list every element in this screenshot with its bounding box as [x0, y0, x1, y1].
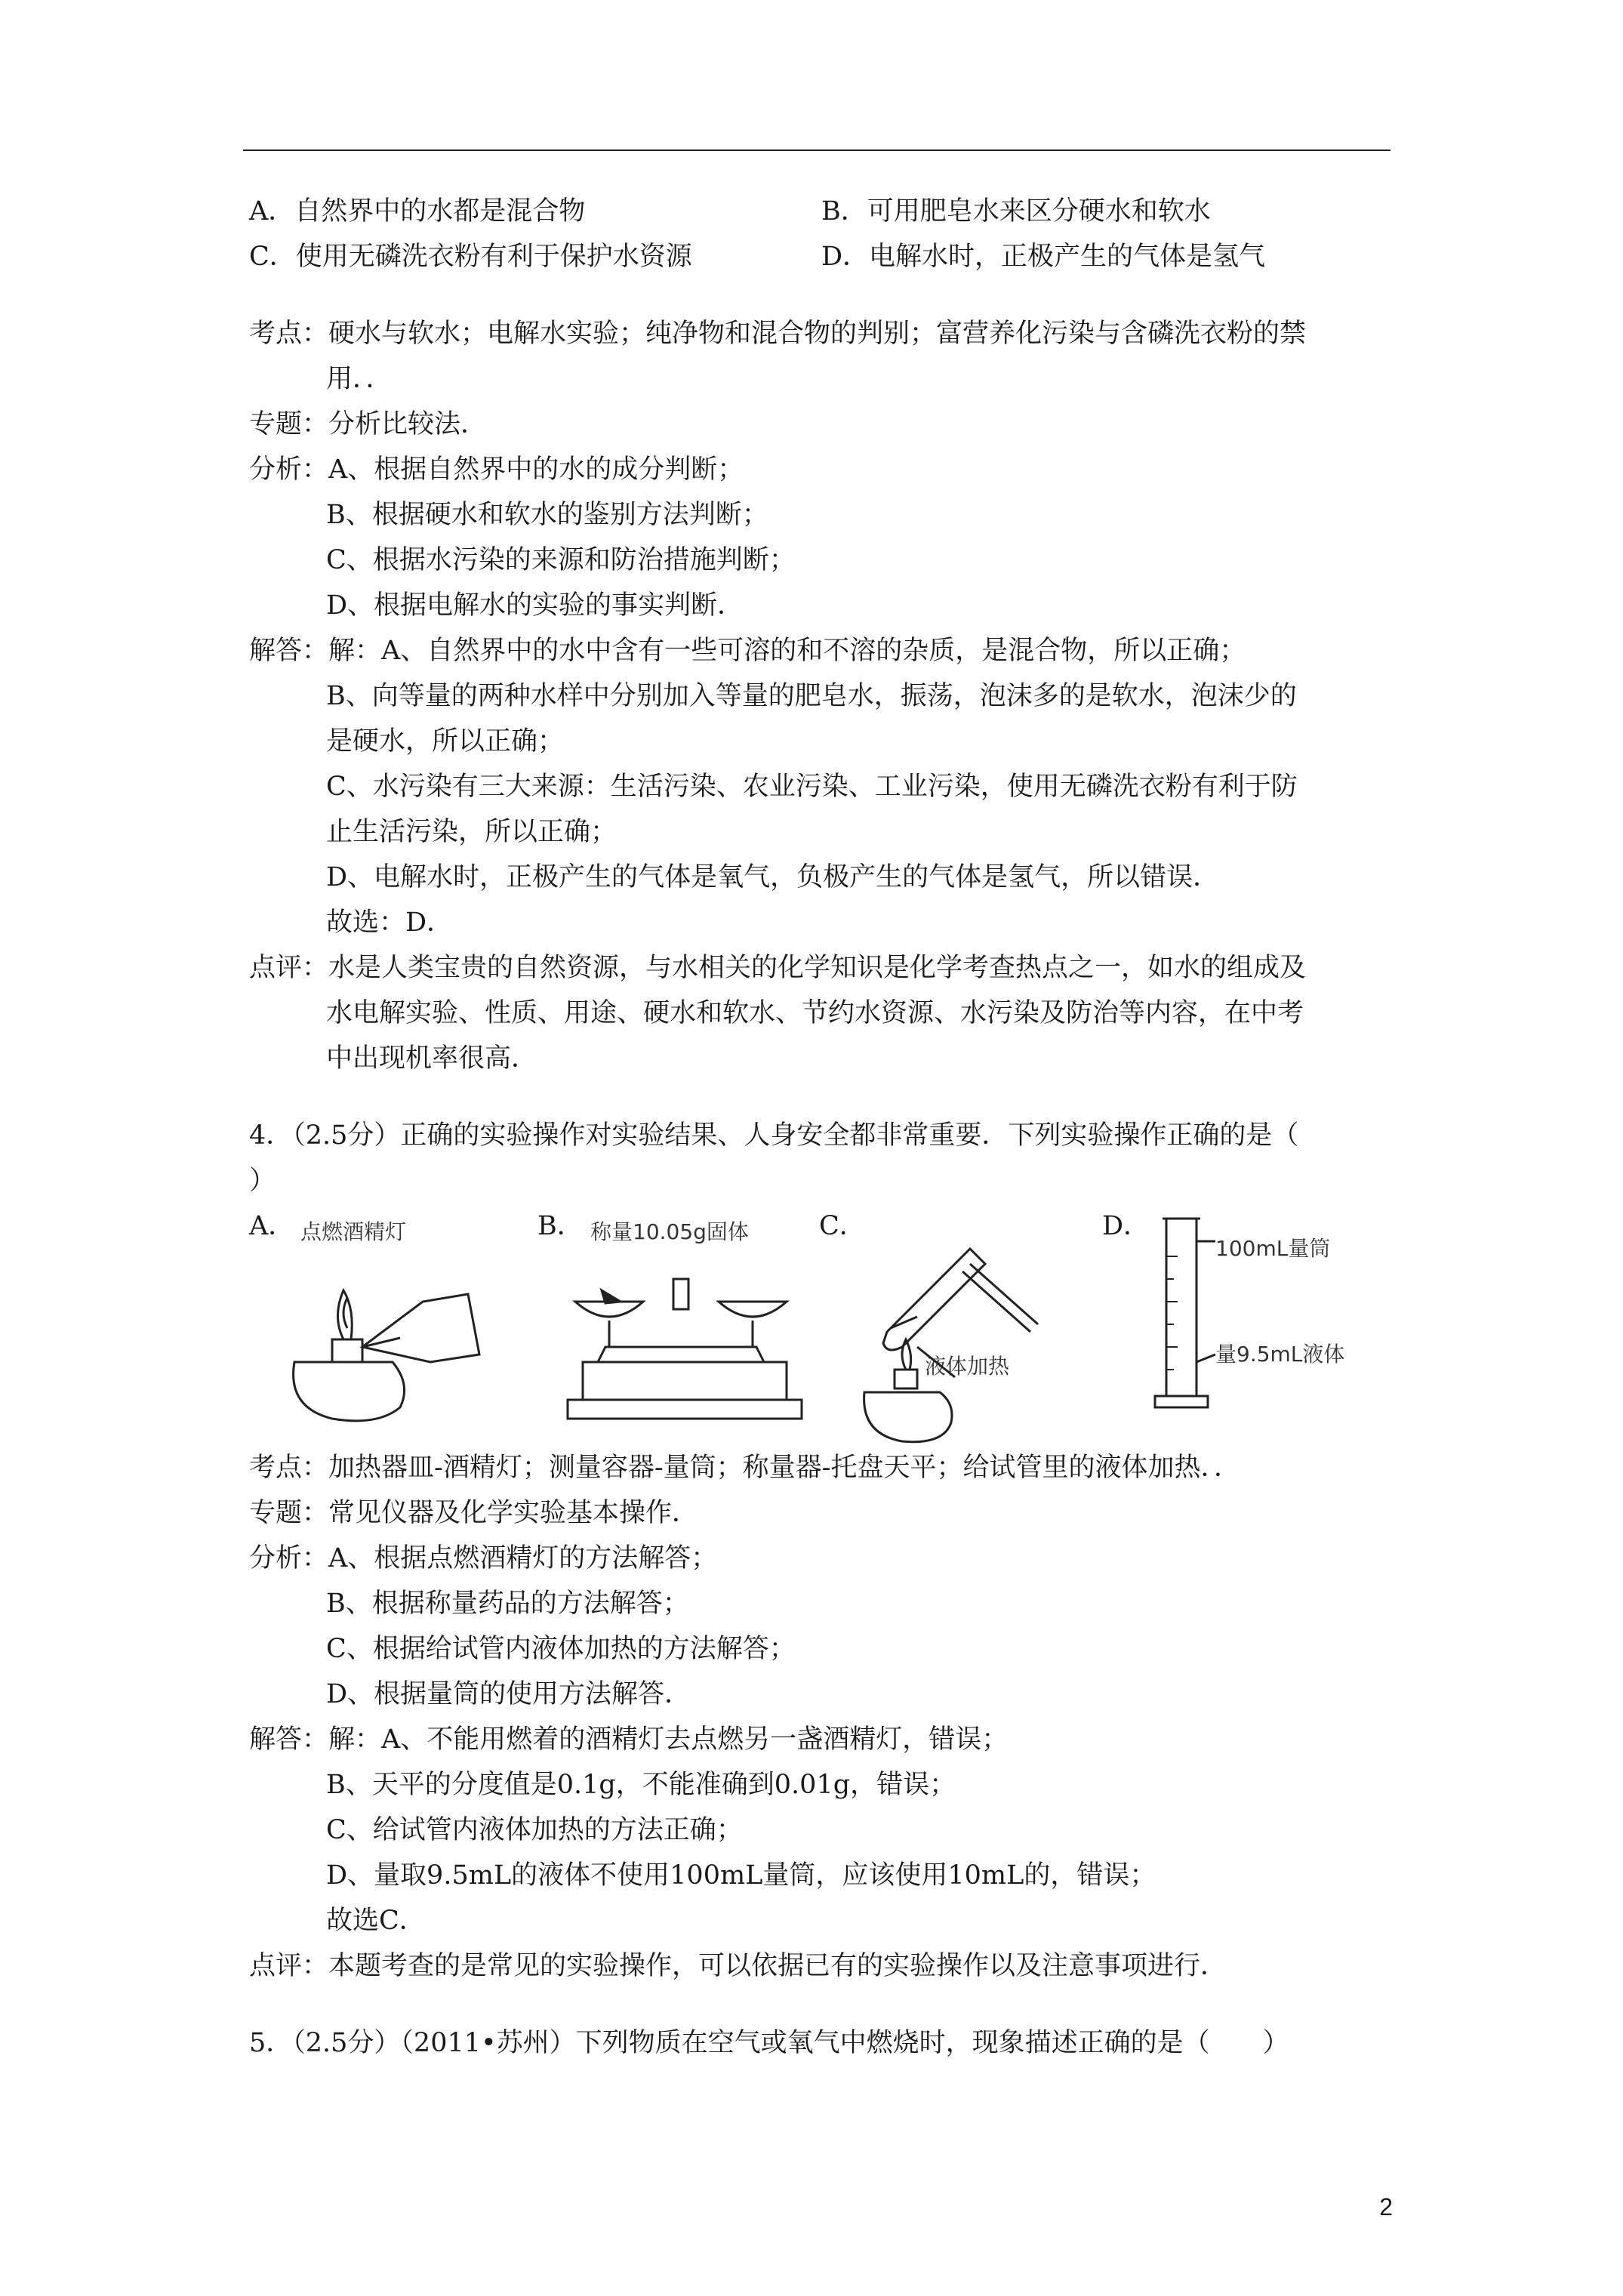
page-number: 2 — [1379, 2193, 1393, 2220]
q5-stem: 5．（2.5分）（2011•苏州）下列物质在空气或氧气中燃烧时，现象描述正确的是（ ） — [249, 2028, 1289, 2058]
q3-jieda-c-cont: 止生活污染，所以正确； — [326, 817, 617, 847]
figure-a-label: A． — [249, 1211, 295, 1241]
q4-jieda-b: B、天平的分度值是0.1g，不能准确到0.01g，错误； — [326, 1770, 956, 1800]
q4-fenxi-d: D、根据量筒的使用方法解答． — [326, 1679, 691, 1709]
graduated-cylinder-icon — [1147, 1211, 1223, 1415]
q4-figures — [249, 1203, 1397, 1445]
balance-icon — [560, 1249, 809, 1430]
q4-zhuanti: 专题：常见仪器及化学实验基本操作． — [249, 1498, 699, 1528]
q4-stem-cont: ） — [249, 1166, 276, 1196]
q3-fenxi-b: B、根据硬水和软水的鉴别方法判断； — [326, 500, 768, 530]
q4-kaodian: 考点：加热器皿-酒精灯；测量容器-量筒；称量器-托盘天平；给试管里的液体加热．． — [249, 1453, 1240, 1483]
figure-b-label: B． — [537, 1211, 584, 1241]
q4-fenxi-c: C、根据给试管内液体加热的方法解答； — [326, 1634, 796, 1664]
q3-dianping-cont-1: 水电解实验、性质、用途、硬水和软水、节约水资源、水污染及防治等内容，在中考 — [326, 998, 1304, 1028]
figure-c-caption: 液体加热 — [925, 1354, 1010, 1379]
q3-jieda-c: C、水污染有三大来源：生活污染、农业污染、工业污染，使用无磷洗衣粉有利于防 — [326, 772, 1298, 802]
q3-fenxi: 分析：A、根据自然界中的水的成分判断； — [249, 455, 744, 485]
q3-jieda: 解答：解：A、自然界中的水中含有一些可溶的和不溶的杂质，是混合物，所以正确； — [249, 636, 1246, 666]
figure-b-caption: 称量10.05g固体 — [590, 1219, 749, 1244]
q3-dianping-cont-2: 中出现机率很高． — [326, 1043, 538, 1074]
q3-dianping: 点评：水是人类宝贵的自然资源，与水相关的化学知识是化学考查热点之一，如水的组成及 — [249, 953, 1307, 983]
q3-jieda-b-cont: 是硬水，所以正确； — [326, 726, 565, 757]
figure-d — [1102, 1203, 1397, 1445]
q4-fenxi-b: B、根据称量药品的方法解答； — [326, 1589, 689, 1619]
q4-answer: 故选C． — [326, 1906, 426, 1936]
q4-jieda: 解答：解：A、不能用燃着的酒精灯去点燃另一盏酒精灯，错误； — [249, 1724, 1009, 1755]
figure-c — [819, 1203, 1091, 1445]
figure-d-caption-2: 量9.5mL液体 — [1215, 1342, 1345, 1367]
q3-kaodian: 考点：硬水与软水；电解水实验；纯净物和混合物的判别；富营养化污染与含磷洗衣粉的禁 — [249, 319, 1307, 349]
q3-jieda-b: B、向等量的两种水样中分别加入等量的肥皂水，振荡，泡沫多的是软水，泡沫少的 — [326, 681, 1297, 711]
q4-jieda-c: C、给试管内液体加热的方法正确； — [326, 1815, 743, 1845]
q3-kaodian-cont: 用．． — [326, 364, 393, 394]
q4-dianping: 点评：本题考查的是常见的实验操作，可以依据已有的实验操作以及注意事项进行． — [249, 1951, 1227, 1981]
q3-fenxi-c: C、根据水污染的来源和防治措施判断； — [326, 545, 796, 575]
q3-options-row-2 — [249, 234, 1397, 279]
test-tube-heating-icon — [857, 1241, 1091, 1445]
figure-a-caption: 点燃酒精灯 — [300, 1219, 407, 1244]
q3-answer: 故选：D． — [326, 908, 454, 938]
q3-zhuanti: 专题：分析比较法． — [249, 409, 488, 439]
q4-jieda-d: D、量取9.5mL的液体不使用100mL量筒，应该使用10mL的，错误； — [326, 1860, 1156, 1891]
figure-d-label: D． — [1102, 1211, 1150, 1241]
header-rule — [243, 149, 1390, 151]
q3-option-d: D．电解水时，正极产生的气体是氢气 — [821, 242, 1266, 272]
q4-stem: 4．（2.5分）正确的实验操作对实验结果、人身安全都非常重要．下列实验操作正确的是（ — [249, 1120, 1299, 1151]
q3-option-a: A．自然界中的水都是混合物 — [249, 196, 586, 227]
q4-fenxi: 分析：A、根据点燃酒精灯的方法解答； — [249, 1543, 718, 1573]
q3-options-row-1 — [249, 189, 1397, 234]
figure-d-caption-1: 100mL量筒 — [1215, 1236, 1331, 1261]
figure-b — [537, 1203, 862, 1445]
q3-option-b: B．可用肥皂水来区分硬水和软水 — [821, 196, 1211, 227]
q3-option-c: C．使用无磷洗衣粉有利于保护水资源 — [249, 242, 692, 272]
q3-jieda-d: D、电解水时，正极产生的气体是氧气，负极产生的气体是氢气，所以错误． — [326, 862, 1220, 892]
alcohol-lamp-icon — [279, 1249, 491, 1430]
figure-c-label: C． — [819, 1211, 866, 1241]
figure-a — [249, 1203, 491, 1445]
q3-fenxi-d: D、根据电解水的实验的事实判断． — [326, 590, 744, 621]
document-body — [249, 189, 1397, 2066]
